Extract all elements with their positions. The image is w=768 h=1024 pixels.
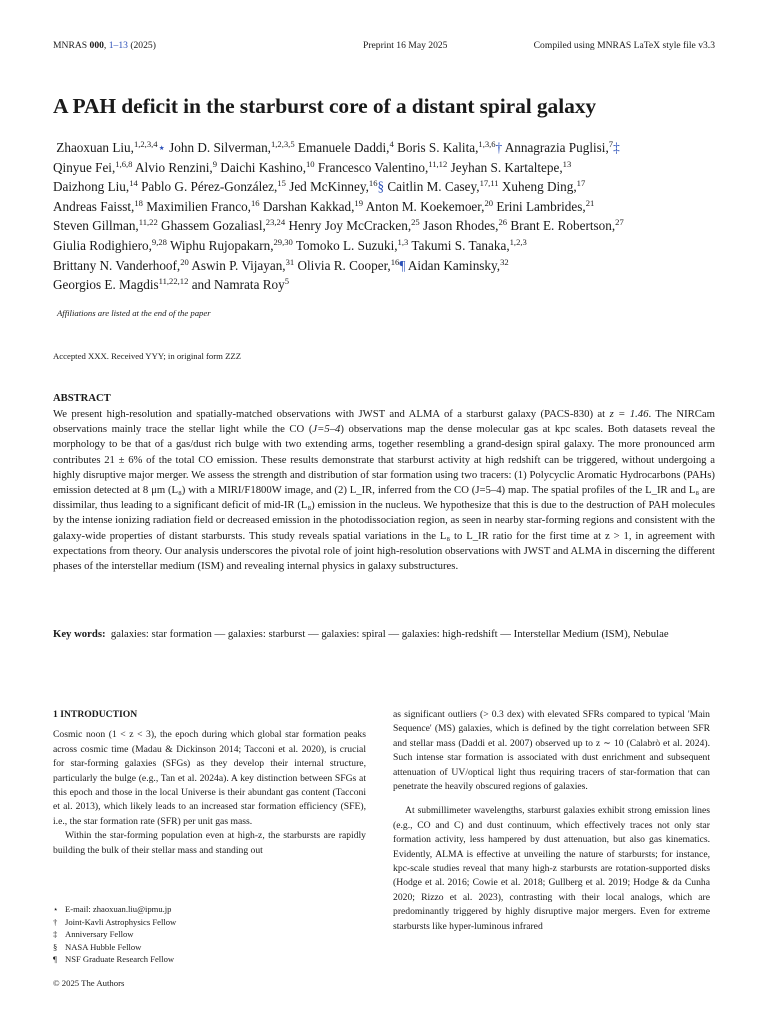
intro-paragraph-3: as significant outliers (> 0.3 dex) with elevated SFRs compared to typical 'Main Sequence' (MS) galaxies, which is defined by the tight correlation between SFR and stellar mass (Daddi et al. 2007) observed up to z ∼ 10 (Calabrò et al. 2024). Such intense star formation is associated with dust enrichment and subsequent attenuation of UV/optical light thus requiring tracers of star-formation that can penetrate the heavily obscured regions of galaxies. <box>393 709 710 793</box>
abstract-text: We present high-resolution and spatially-matched observations with JWST and ALMA of a starburst galaxy (PACS-830) at z = 1.46. The NIRCam observations mainly trace the stellar light while the CO (J=5–4) observations map the dense molecular gas at kpc scales. Both datasets reveal the morphology to be that of a gas/dust rich bulge with two extending arms, together resembling a grand-design spiral galaxy. The more pronounced arm contributes 21 ± 6% of the total CO emission. These results demonstrate that starburst activity at high redshift can be triggered, without undergoing a highly disruptive major merger. We assess the strength and distribution of star formation using two tracers: (1) Polycyclic Aromatic Hydrocarbons (PAHs) emission detected at 8 μm (L₈) with a MIRI/F1800W image, and (2) L_IR, inferred from the CO (J=5–4) map. The spatial profiles of the L_IR and L₈ are dissimilar, thus leading to a significant deficit of mid-IR (L₈) emission in the nucleus. We hypothesize that this is due to the destruction of PAH molecules by the intense ionizing radiation field or decreased emission in the photodissociation region, as seen in nearby star-forming regions and consistent with the galaxy-wide properties of distant starbursts. This study reveals spatial variations in the L₈ to L_IR ratio for the first time at z > 1, in agreement with expectations from theory. Our analysis underscores the pivotal role of joint high-resolution observations with JWST and ALMA in discerning the different phases of the interstellar medium (ISM) and revealing internal physics in galaxy substructures. <box>53 408 715 573</box>
footnote-anniversary: ‡ Anniversary Fellow <box>53 929 134 939</box>
copyright-notice: © 2025 The Authors <box>53 978 125 988</box>
column-left <box>53 708 366 858</box>
footnote-kavli: † Joint-Kavli Astrophysics Fellow <box>53 916 177 927</box>
paper-title: A PAH deficit in the starburst core of a distant spiral galaxy <box>53 94 597 118</box>
journal-citation: MNRAS 000, 1–13 (2025) <box>53 40 156 51</box>
keywords-label: Key words: <box>53 628 106 640</box>
footnote-hubble: § NASA Hubble Fellow <box>53 941 142 952</box>
accepted-line: Accepted XXX. Received YYY; in original form ZZZ <box>53 351 242 361</box>
keywords-text: galaxies: star formation — galaxies: starburst — galaxies: spiral — galaxies: high-redshift — Interstellar Medium (ISM), Nebulae <box>110 628 669 640</box>
column-right <box>393 708 710 934</box>
author-list: Zhaoxuan Liu,$^{1,2,3,4}$⋆ John D. Silverman,$^{1,2,3,5}$ Emanuele Daddi,$^4$ Boris S. Kalita,$^{1,3,6}$† Annagrazia Puglisi,$^7$‡ Qinyue Fei,$^{1,6,8}$ Alvio Renzini,$^9$ Daichi Kashino,$^{10}$ Francesco Valentino,$^{11,12}$ Jeyhan S. Kartaltepe,$^{13}$ Daizhong Liu,$^{14}$ Pablo G. Pérez-González,$^{15}$ Jed McKinney,$^{16}$§ Caitlin M. Casey,$^{17,11}$ Xuheng Ding,$^{17}$ Andreas Faisst,$^{18}$ Maximilien Franco,$^{16}$ Darshan Kakkad,$^{19}$ Anton M. Koekemoer,$^{20}$ Erini Lambrides,$^{21}$ Steven Gillman,$^{11,22}$ Ghassem Gozaliasl,$^{23,24}$ Henry Joy McCracken,$^{25}$ Jason Rhodes,$^{26}$ Brant E. Robertson,$^{27}$ Giulia Rodighiero,$^{9,28}$ Wiphu Rujopakarn,$^{29,30}$ Tomoko L. Suzuki,$^{1,3}$ Takumi S. Tanaka,$^{1,2,3}$ Brittany N. Vanderhoof,$^{20}$ Aswin P. Vijayan,$^{31}$ Olivia R. Cooper,$^{16}$¶ Aidan Kaminsky,$^{32}$ Georgios E. Magdis$^{11,22,12}$ and Namrata Roy$^5$ <box>53 139 624 293</box>
intro-paragraph-2: Within the star-forming population even at high-z, the starbursts are rapidly building the bulk of their stellar mass and standing out <box>53 830 366 856</box>
page-range-link[interactable]: 1–13 <box>108 40 128 51</box>
running-header <box>53 40 715 54</box>
affiliations-note: Affiliations are listed at the end of the paper <box>57 308 211 318</box>
footnote-email: ⋆ E-mail: zhaoxuan.liu@ipmu.jp <box>53 904 172 914</box>
keywords <box>53 627 715 642</box>
intro-paragraph-4: At submillimeter wavelengths, starburst galaxies exhibit strong emission lines (e.g., CO and C) and dust continuum, which effectively traces not only star formation activity, less hampered by dust attenuation, but also gas kinematics. Evidently, ALMA is effective at unveiling the nature of starbursts; for instance, kpc-scale studies reveal that many high-z starbursts are rotation-supported disks (Hodge et al. 2016; Cowie et al. 2018; Gullberg et al. 2019; Hodge & da Cunha 2020; Rizzo et al. 2023), contrasting with their local analogs, which are predominantly triggered by highly disruptive major mergers. Even for extreme starbursts like hyper-luminous infrared <box>393 805 710 932</box>
intro-paragraph-1: Cosmic noon (1 < z < 3), the epoch during which global star formation peaks across cosmic time (Madau & Dickinson 2014; Tacconi et al. 2020), is crucial for star-forming galaxies (SFGs) as they develop their internal structure, particularly the bulge (e.g., Tan et al. 2024a). A key distinction between SFGs at this epoch and those in the local Universe is their abundant gas content (Tacconi et al. 2013), which likely leads to an increased star formation efficiency (SFE), i.e., the star formation rate (SFR) per unit gas mass. <box>53 729 366 827</box>
footnote-nsf: ¶ NSF Graduate Research Fellow <box>53 954 175 964</box>
compiled-note: Compiled using MNRAS LaTeX style file v3.3 <box>533 40 715 51</box>
footnotes <box>53 903 366 966</box>
preprint-date: Preprint 16 May 2025 <box>363 40 448 51</box>
section-heading-introduction: 1 INTRODUCTION <box>53 709 138 720</box>
abstract-heading: ABSTRACT <box>53 393 111 404</box>
